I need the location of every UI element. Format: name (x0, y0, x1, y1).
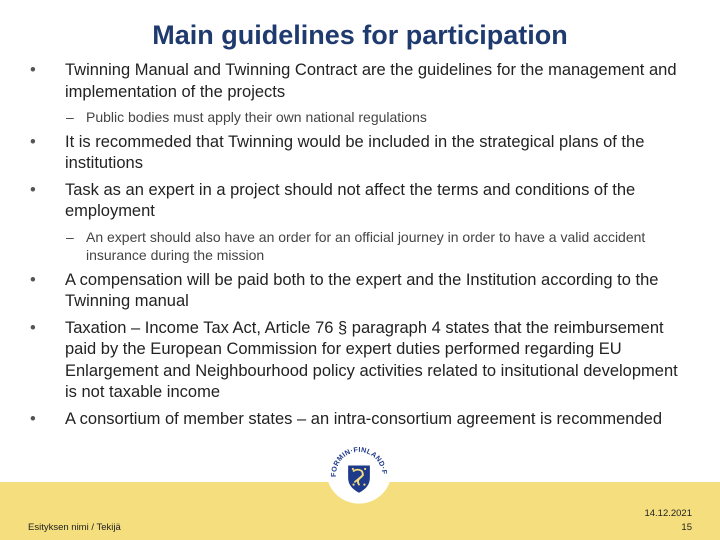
bullet-item (28, 180, 678, 223)
bullet-text: It is recommeded that Twinning would be included in the strategical plans of the institutions (65, 132, 645, 172)
bullet-text: Task as an expert in a project should not affect the terms and conditions of the employment (65, 180, 636, 220)
bullet-text: A compensation will be paid both to the expert and the Institution according to the Twinning manual (65, 270, 659, 310)
slide-title: Main guidelines for participation (152, 20, 568, 50)
bullet-item (28, 270, 678, 313)
bullet-dot-icon: • (30, 61, 36, 79)
footer-presentation-name: Esityksen nimi / Tekijä (28, 522, 121, 533)
bullet-item (28, 318, 678, 404)
footer-date: 14.12.2021 (644, 508, 692, 519)
bullet-text: A consortium of member states – an intra-consortium agreement is recommended (65, 409, 663, 428)
sub-bullet-text: Public bodies must apply their own national regulations (86, 109, 427, 125)
bullet-dot-icon: • (30, 180, 36, 199)
bullet-dot-icon: • (30, 409, 36, 428)
dash-icon: – (66, 228, 74, 245)
sub-bullet-item (28, 228, 678, 265)
bullet-text: Taxation – Income Tax Act, Article 76 § paragraph 4 states that the reimbursement paid by the European Commission for expert duties performed regarding EU Enlargement and Neighbourhood policy activities related to insitutional development is not taxable income (65, 318, 678, 401)
bullet-text: Twinning Manual and Twinning Contract are the guidelines for the management and implementation of the projects (65, 61, 677, 101)
footer-page-number: 15 (681, 522, 692, 533)
bullet-dot-icon: • (30, 270, 36, 289)
sub-bullet-text: An expert should also have an order for an official journey in order to have a valid accident insurance during the mission (86, 228, 646, 263)
bullet-item (28, 132, 678, 175)
dash-icon: – (66, 109, 74, 125)
bullet-item (28, 60, 678, 103)
formin-finland-logo (325, 437, 393, 505)
bullet-dot-icon: • (30, 132, 36, 151)
bullet-item (28, 409, 678, 431)
bullet-list (28, 60, 678, 435)
logo-text: FORMIN·FINLAND·F (329, 445, 389, 478)
sub-bullet-item (28, 108, 678, 127)
bullet-dot-icon: • (30, 318, 36, 337)
